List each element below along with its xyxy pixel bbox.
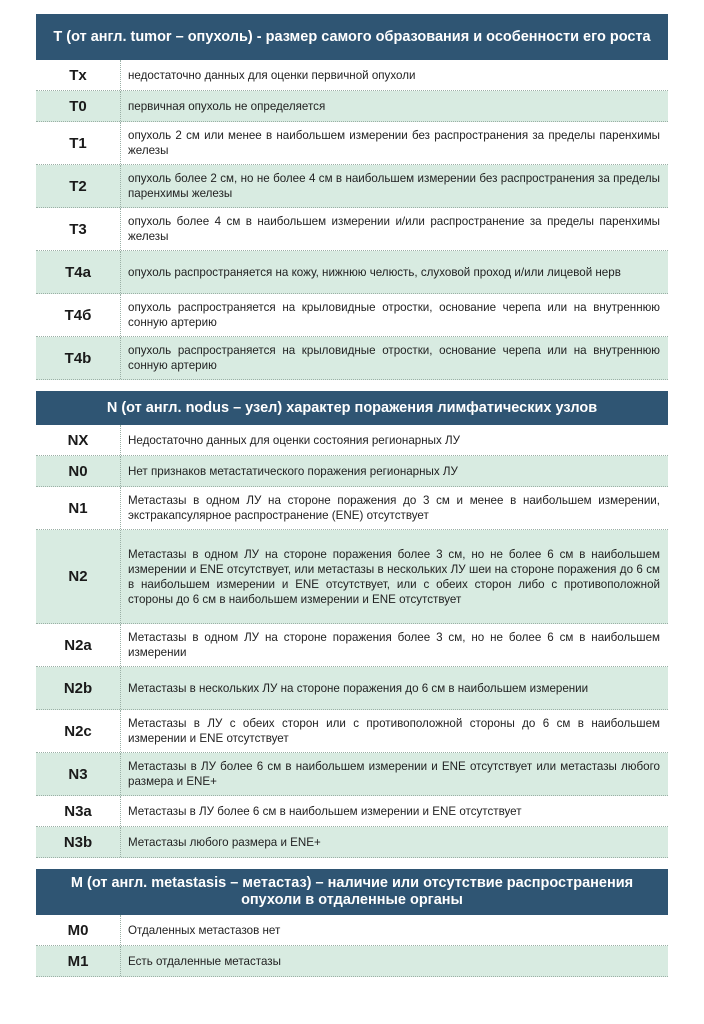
table-row	[36, 796, 668, 827]
table-row	[36, 827, 668, 858]
table-row	[36, 425, 668, 456]
stage-description: Метастазы в ЛУ более 6 см в наибольшем измерении и ENE отсутствует	[128, 804, 522, 818]
stage-description: опухоль 2 см или менее в наибольшем измерении без распространения за пределы паренхимы железы	[128, 129, 660, 157]
stage-code: M1	[36, 946, 121, 976]
table-row	[36, 946, 668, 977]
stage-code: N2	[36, 530, 121, 623]
stage-code: Tx	[36, 60, 121, 90]
stage-code: N2a	[36, 624, 121, 666]
stage-code: T0	[36, 91, 121, 121]
section-n-header: N (от англ. nodus – узел) характер поражения лимфатических узлов	[36, 391, 668, 425]
table-row	[36, 91, 668, 122]
section-t-header: T (от англ. tumor – опухоль) - размер самого образования и особенности его роста	[36, 14, 668, 60]
table-row	[36, 710, 668, 753]
stage-description: Метастазы любого размера и ENE+	[128, 835, 321, 849]
table-row	[36, 753, 668, 796]
table-row	[36, 456, 668, 487]
stage-description: первичная опухоль не определяется	[128, 99, 326, 113]
stage-code: N1	[36, 487, 121, 529]
stage-code: T4a	[36, 251, 121, 293]
stage-code: N2c	[36, 710, 121, 752]
table-row	[36, 530, 668, 624]
stage-code: N3a	[36, 796, 121, 826]
stage-description: опухоль распространяется на кожу, нижнюю челюсть, слуховой проход и/или лицевой нерв	[128, 265, 621, 279]
stage-description: опухоль распространяется на крыловидные отростки, основание черепа или на внутреннюю сонную артерию	[128, 301, 660, 329]
stage-description: Недостаточно данных для оценки состояния регионарных ЛУ	[128, 433, 460, 447]
stage-description: Метастазы в одном ЛУ на стороне поражения более 3 см, но не более 6 см в наибольшем измерении	[128, 631, 660, 659]
stage-code: T4b	[36, 337, 121, 379]
stage-description: опухоль более 2 см, но не более 4 см в наибольшем измерении без распространения за пределы паренхимы железы	[128, 172, 660, 200]
stage-description: опухоль распространяется на крыловидные отростки, основание черепа или на внутреннюю сонную артерию	[128, 344, 660, 372]
stage-description: Метастазы в ЛУ с обеих сторон или с противоположной стороны до 6 см в наибольшем измерении и ENE отсутствует	[128, 717, 660, 745]
table-row	[36, 337, 668, 380]
section-t	[36, 14, 668, 380]
stage-code: T2	[36, 165, 121, 207]
stage-code: NX	[36, 425, 121, 455]
stage-description: недостаточно данных для оценки первичной опухоли	[128, 68, 416, 82]
stage-code: T1	[36, 122, 121, 164]
table-row	[36, 165, 668, 208]
stage-description: Метастазы в одном ЛУ на стороне поражения более 3 см, но не более 6 см в наибольшем измерении и ENE отсутствует, или метастазы в нескольких ЛУ шеи на стороне поражения до 6 см в наибольшем измерении и ENE отсутствует, или с обеих сторон либо с противоположной стороны до 6 см в наибольшем измерении и ENE отсутствует	[128, 547, 660, 606]
stage-code: T4б	[36, 294, 121, 336]
table-row	[36, 915, 668, 946]
stage-code: N3b	[36, 827, 121, 857]
stage-code: N3	[36, 753, 121, 795]
tnm-classification-table	[36, 14, 668, 988]
table-row	[36, 667, 668, 710]
table-row	[36, 624, 668, 667]
table-row	[36, 122, 668, 165]
stage-code: N2b	[36, 667, 121, 709]
table-row	[36, 487, 668, 530]
table-row	[36, 251, 668, 294]
table-row	[36, 208, 668, 251]
table-row	[36, 60, 668, 91]
stage-code: M0	[36, 915, 121, 945]
stage-description: Отдаленных метастазов нет	[128, 923, 281, 937]
table-row	[36, 294, 668, 337]
stage-description: Есть отдаленные метастазы	[128, 954, 281, 968]
section-m-header: M (от англ. metastasis – метастаз) – наличие или отсутствие распространения опухоли в отдаленные органы	[36, 869, 668, 915]
stage-description: опухоль более 4 см в наибольшем измерении и/или распространение за пределы паренхимы железы	[128, 215, 660, 243]
stage-description: Метастазы в нескольких ЛУ на стороне поражения до 6 см в наибольшем измерении	[128, 681, 589, 695]
stage-description: Метастазы в ЛУ более 6 см в наибольшем измерении и ENE отсутствует или метастазы любого размера и ENE+	[128, 760, 660, 788]
section-n	[36, 391, 668, 858]
stage-description: Нет признаков метастатического поражения регионарных ЛУ	[128, 464, 458, 478]
section-m	[36, 869, 668, 977]
stage-description: Метастазы в одном ЛУ на стороне поражения до 3 см и менее в наибольшем измерении, экстракапсулярное распространение (ENE) отсутствует	[128, 494, 660, 522]
stage-code: T3	[36, 208, 121, 250]
stage-code: N0	[36, 456, 121, 486]
